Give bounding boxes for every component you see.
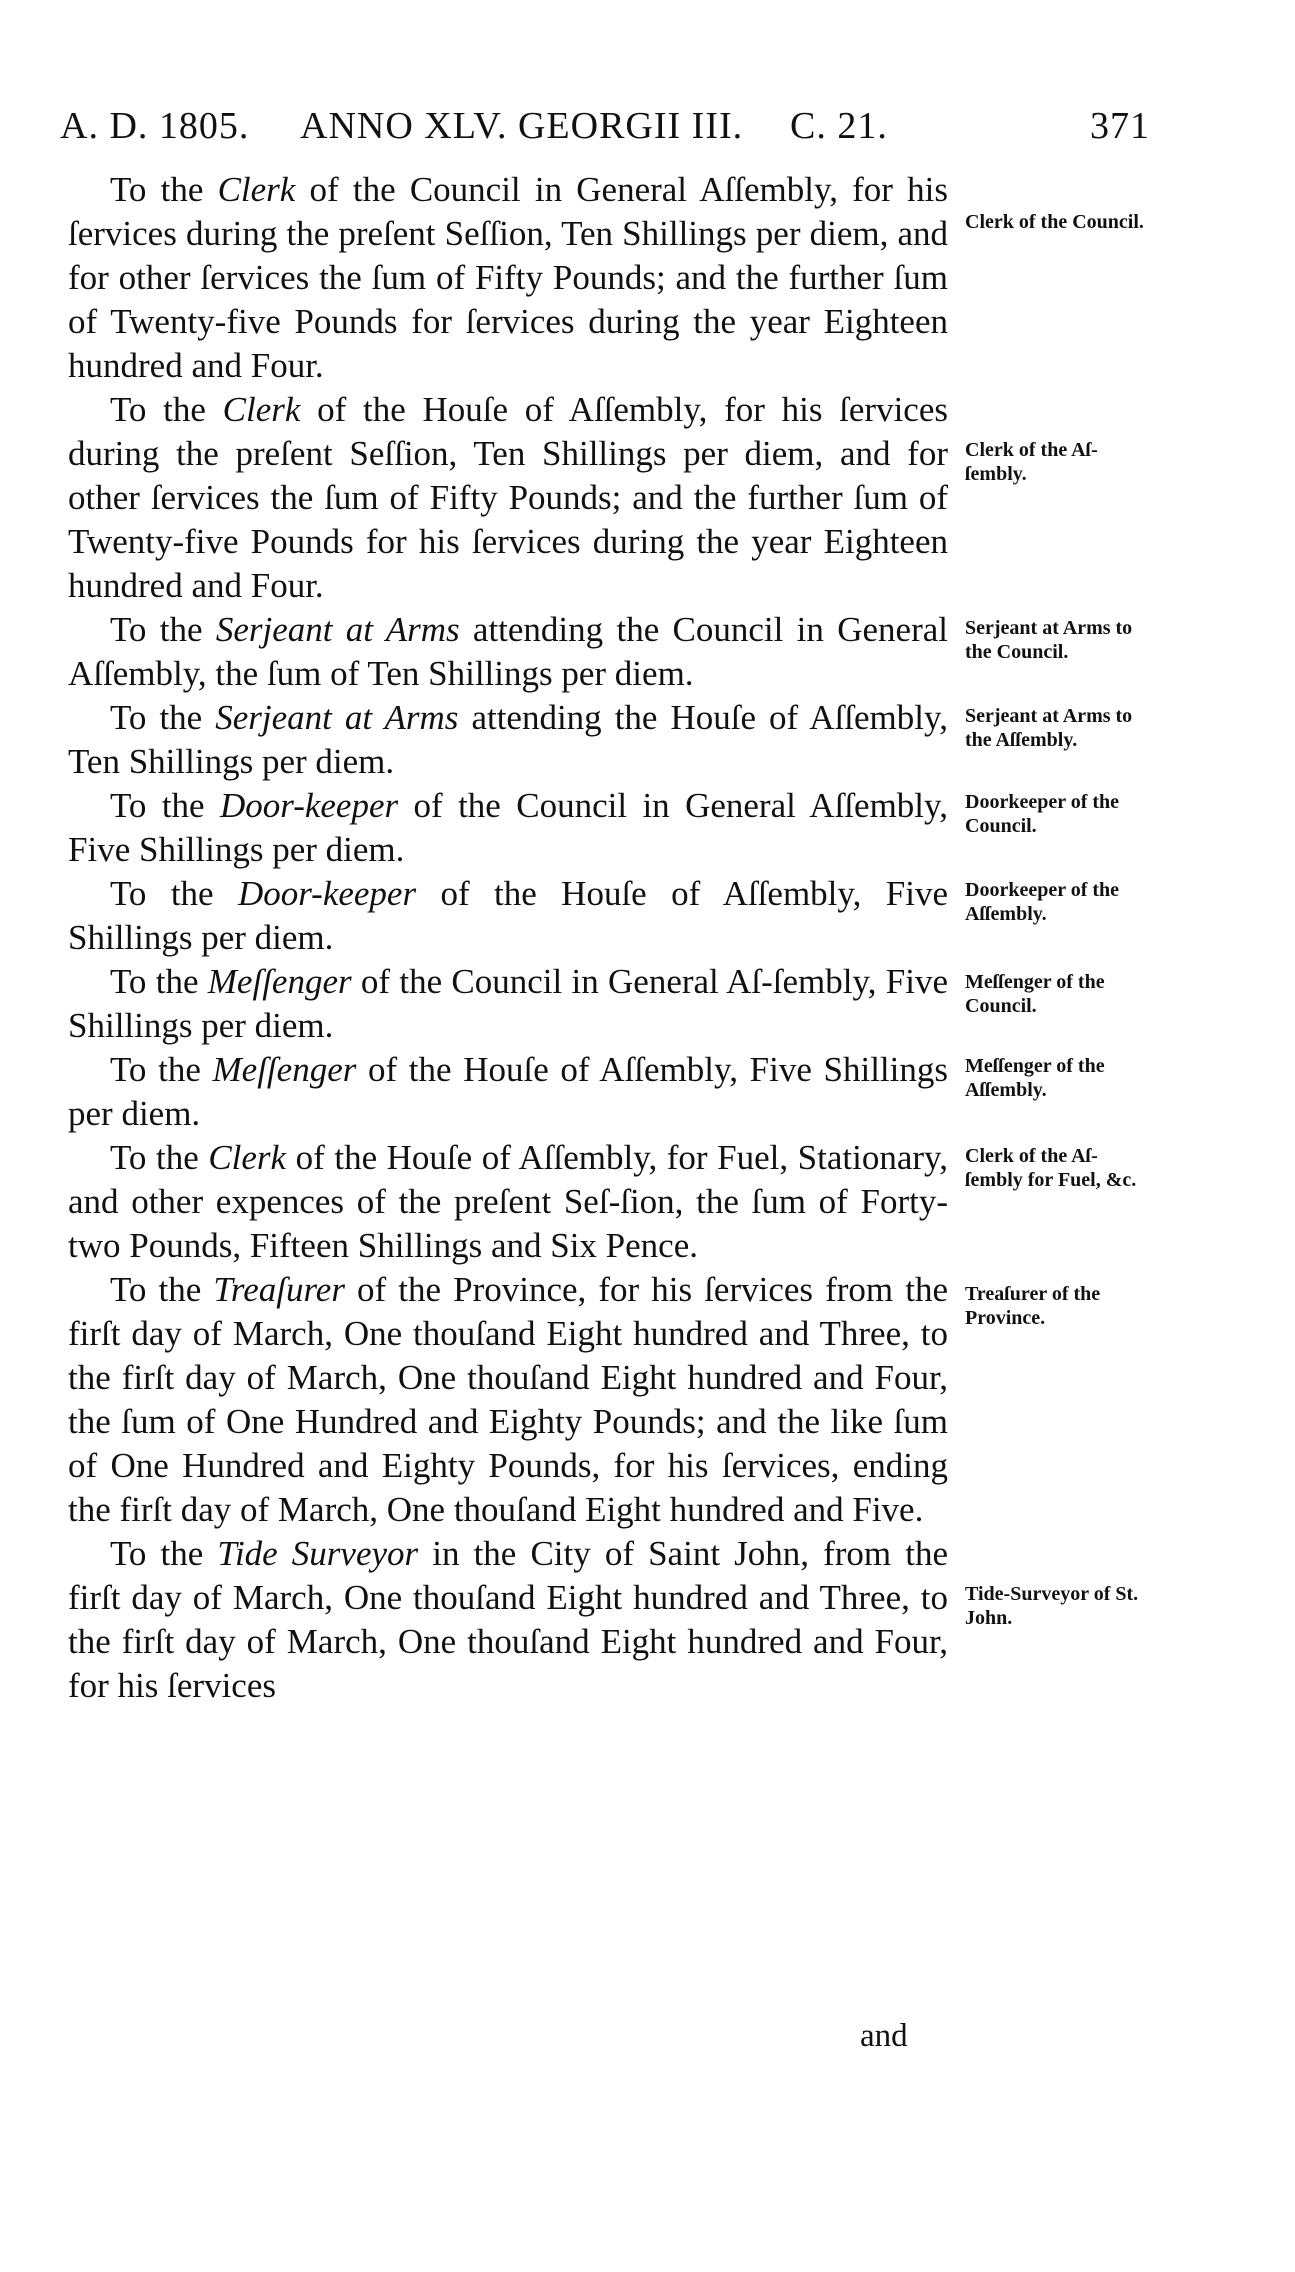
entry-lead: To the: [110, 390, 223, 429]
office-name: Tide Surveyor: [217, 1534, 419, 1573]
entry-lead: To the: [110, 962, 208, 1001]
office-name: Door-keeper: [237, 874, 417, 913]
entry-lead: To the: [110, 786, 220, 825]
entry-text: attending the Council in General Aſſembly, the ſum of Ten Shillings per diem.: [68, 610, 948, 693]
margin-note: Doorkeeper of the Aſſembly.: [965, 879, 1120, 925]
entry-text: attending the Houſe of Aſſembly, Ten Shillings per diem.: [68, 698, 948, 781]
entry-doorkeeper-assembly: [68, 872, 1120, 960]
entry-text: of the Council in General Aſſembly, for his ſervices during the preſent Seſſion, Ten Shillings per diem, and for other ſervices the ſum of Fifty Pounds; and the further ſum of Twenty-five Pounds for ſervices during the year Eighteen hundred and Four.: [68, 170, 948, 385]
entry-lead: To the: [110, 874, 238, 913]
entry-lead: To the: [110, 1050, 213, 1089]
entry-messenger-assembly: [68, 1048, 1105, 1136]
office-name: Clerk: [217, 170, 296, 209]
office-name: Treaſurer: [213, 1270, 345, 1309]
catchword: and: [860, 2018, 908, 2054]
office-name: Serjeant at Arms: [215, 610, 460, 649]
margin-note: Clerk of the Aſ-ſembly for Fuel, &c.: [965, 1145, 1137, 1191]
margin-note: Meſſenger of the Council.: [965, 971, 1105, 1017]
entry-serjeant-council: [68, 608, 1133, 696]
office-name: Meſſenger: [207, 962, 352, 1001]
entry-clerk-fuel: [68, 1136, 1137, 1268]
entry-lead: To the: [110, 1270, 214, 1309]
running-head-chapter: C. 21.: [790, 105, 888, 147]
running-head-title: ANNO XLV. GEORGII III.: [300, 105, 744, 147]
entry-clerk-assembly: [68, 388, 1098, 608]
text-column: [68, 168, 1144, 1708]
entry-clerk-council: [68, 168, 1144, 388]
running-head: [60, 96, 1150, 156]
margin-note: Clerk of the Aſ-ſembly.: [965, 439, 1098, 485]
entry-lead: To the: [110, 698, 216, 737]
running-head-date: A. D. 1805.: [60, 105, 250, 147]
margin-note: Clerk of the Council.: [965, 211, 1144, 233]
office-name: Door-keeper: [220, 786, 399, 825]
office-name: Serjeant at Arms: [215, 698, 459, 737]
margin-note: Serjeant at Arms to the Council.: [965, 617, 1133, 663]
margin-note: Serjeant at Arms to the Aſſembly.: [965, 705, 1133, 751]
entry-lead: To the: [110, 1534, 218, 1573]
office-name: Meſſenger: [212, 1050, 357, 1089]
margin-note: Treaſurer of the Province.: [965, 1283, 1101, 1329]
office-name: Clerk: [208, 1138, 287, 1177]
page-number: 371: [1090, 105, 1150, 147]
entry-messenger-council: [68, 960, 1105, 1048]
entry-text: of the Houſe of Aſſembly, for his ſervices during the preſent Seſſion, Ten Shillings per diem, and for other ſervices the ſum of Fifty Pounds; and the further ſum of Twenty-five Pounds for his ſervices during the year Eighteen hundred and Four.: [68, 390, 948, 605]
entry-text: of the Houſe of Aſſembly, Five Shillings per diem.: [68, 1050, 948, 1133]
entry-lead: To the: [110, 170, 218, 209]
entry-tide-surveyor: [68, 1532, 1139, 1708]
entry-treasurer: [68, 1268, 1101, 1532]
margin-note: Tide-Surveyor of St. John.: [965, 1583, 1139, 1629]
entry-lead: To the: [110, 610, 216, 649]
margin-note: Doorkeeper of the Council.: [965, 791, 1120, 837]
entry-text: of the Province, for his ſervices from the firſt day of March, One thouſand Eight hundred and Three, to the firſt day of March, One thouſand Eight hundred and Four, the ſum of One Hundred and Eighty Pounds; and the like ſum of One Hundred and Eighty Pounds, for his ſervices, ending the firſt day of March, One thouſand Eight hundred and Five.: [68, 1270, 948, 1529]
margin-note: Meſſenger of the Aſſembly.: [965, 1055, 1105, 1101]
entry-text: in the City of Saint John, from the firſt day of March, One thouſand Eight hundred and Three, to the firſt day of March, One thouſand Eight hundred and Four, for his ſervices: [68, 1534, 949, 1705]
entry-serjeant-assembly: [68, 696, 1133, 784]
entry-text: of the Council in General Aſ-ſembly, Five Shillings per diem.: [68, 962, 948, 1045]
entry-text: of the Council in General Aſſembly, Five Shillings per diem.: [68, 786, 948, 869]
entry-doorkeeper-council: [68, 784, 1120, 872]
entry-text: of the Houſe of Aſſembly, for Fuel, Stationary, and other expences of the preſent Seſ-ſion, the ſum of Forty-two Pounds, Fifteen Shillings and Six Pence.: [68, 1138, 948, 1265]
office-name: Clerk: [222, 390, 301, 429]
entry-text: of the Houſe of Aſſembly, Five Shillings per diem.: [68, 874, 948, 957]
entry-lead: To the: [110, 1138, 209, 1177]
